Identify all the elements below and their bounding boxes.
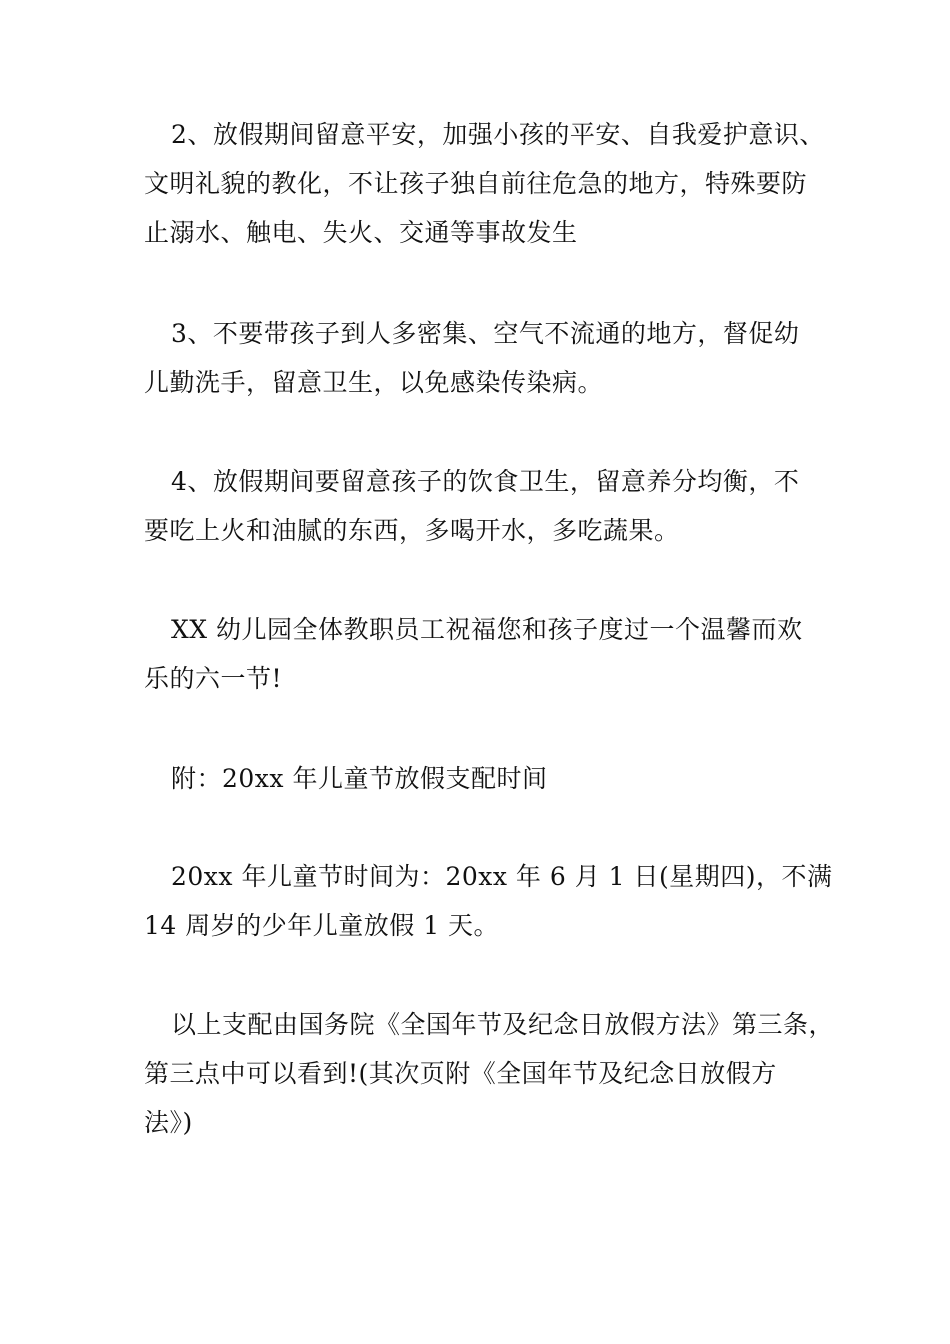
text-line: 4、放假期间要留意孩子的饮食卫生，留意养分均衡，不 (171, 467, 800, 496)
text-line: 2、放假期间留意平安，加强小孩的平安、自我爱护意识、 (171, 120, 825, 149)
paragraph-safety-awareness (144, 110, 825, 257)
text-line: 3、不要带孩子到人多密集、空气不流通的地方，督促幼 (171, 319, 800, 348)
paragraph-diet (144, 457, 812, 555)
text-line: 14 周岁的少年儿童放假 1 天。 (144, 911, 500, 940)
paragraph-appendix-heading (144, 754, 812, 803)
text-line: 文明礼貌的教化，不让孩子独自前往危急的地方，特殊要防 (144, 169, 808, 198)
paragraph-hygiene (144, 309, 812, 407)
paragraph-regulation-source (144, 1000, 835, 1147)
paragraph-holiday-date (144, 852, 833, 950)
text-line: 法》) (144, 1108, 193, 1137)
text-line: 要吃上火和油腻的东西，多喝开水，多吃蔬果。 (144, 516, 680, 545)
text-line: XX 幼儿园全体教职员工祝福您和孩子度过一个温馨而欢 (171, 615, 803, 644)
text-line: 止溺水、触电、失火、交通等事故发生 (144, 218, 578, 247)
paragraph-greeting (144, 605, 812, 703)
text-line: 第三点中可以看到!(其次页附《全国年节及纪念日放假方 (144, 1059, 777, 1088)
text-line: 20xx 年儿童节时间为：20xx 年 6 月 1 日(星期四)，不满 (171, 862, 833, 891)
text-line: 儿勤洗手，留意卫生，以免感染传染病。 (144, 368, 604, 397)
text-line: 乐的六一节! (144, 664, 283, 693)
text-line: 附：20xx 年儿童节放假支配时间 (171, 764, 548, 793)
text-line: 以上支配由国务院《全国年节及纪念日放假方法》第三条， (171, 1010, 835, 1039)
